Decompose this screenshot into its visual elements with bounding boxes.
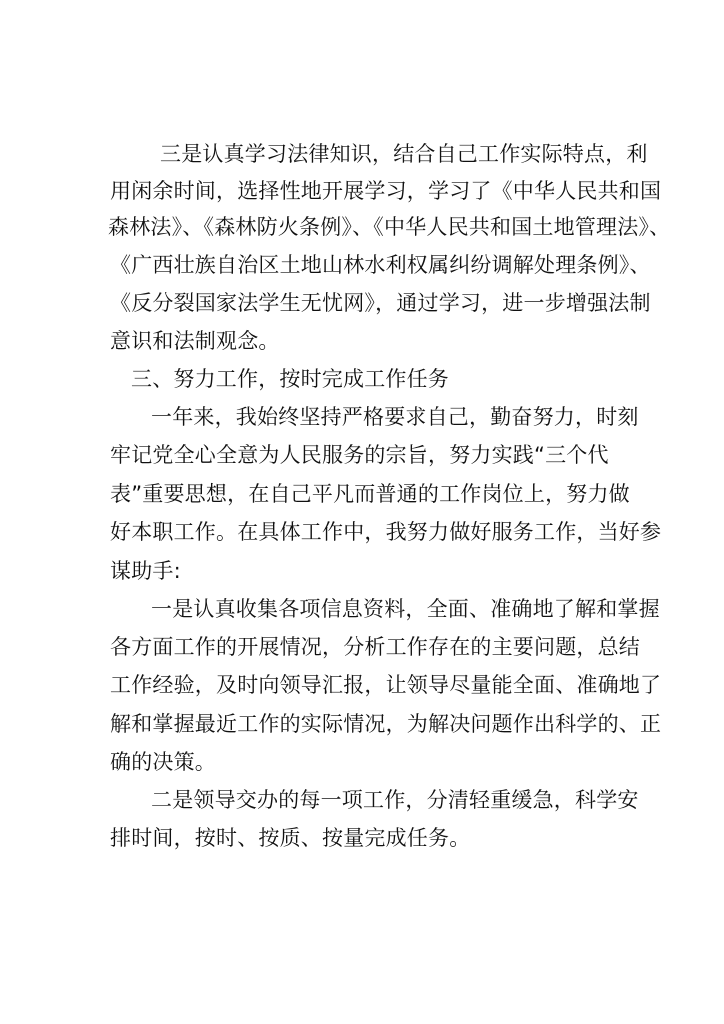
body-text-line: 一是认真收集各项信息资料，全面、准确地了解和掌握 (151, 597, 660, 621)
body-text-line: 牢记党全心全意为人民服务的宗旨，努力实践“三个代 (110, 443, 609, 467)
body-text-line: 谋助手: (110, 559, 181, 583)
body-text-line: 意识和法制观念。 (110, 329, 280, 353)
body-text-line: 好本职工作。在具体工作中，我努力做好服务工作，当好参 (110, 520, 662, 544)
body-text-line: 三是认真学习法律知识，结合自己工作实际特点，利 (160, 142, 648, 166)
body-text-line: 《反分裂国家法学生无忧网》，通过学习，进一步增强法制 (110, 291, 651, 315)
body-text-line: 《广西壮族自治区土地山林水利权属纠纷调解处理条例》、 (110, 253, 651, 277)
body-text-line: 表”重要思想，在自己平凡而普通的工作岗位上，努力做 (110, 482, 630, 506)
body-text-line: 二是领导交办的每一项工作，分清轻重缓急，科学安 (151, 788, 639, 812)
body-text-line: 工作经验，及时向领导汇报，让领导尽量能全面、准确地了 (110, 673, 662, 697)
body-text-line: 森林法》、《森林防火条例》、《中华人民共和国土地管理法》、 (108, 215, 671, 239)
section-heading: 三、努力工作，按时完成工作任务 (131, 367, 449, 391)
body-text-line: 一年来，我始终坚持严格要求自己，勤奋努力，时刻 (151, 405, 639, 429)
body-text-line: 解和掌握最近工作的实际情况，为解决问题作出科学的、正 (110, 712, 662, 736)
body-text-line: 用闲余时间，选择性地开展学习，学习了《中华人民共和国 (110, 179, 662, 203)
body-text-line: 排时间，按时、按质、按量完成任务。 (110, 826, 471, 850)
body-text-line: 确的决策。 (110, 750, 216, 774)
body-text-line: 各方面工作的开展情况，分析工作存在的主要问题，总结 (110, 635, 640, 659)
